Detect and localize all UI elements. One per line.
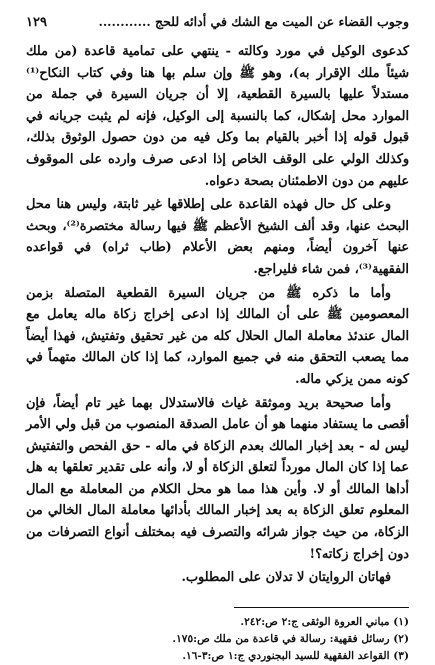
paragraph: كدعوى الوكيل في مورد وكالته - ينتهي على تمامية قاعدة (من ملك شيئاً ملك الإقرار به)، وهو ﷺ وإن سلم بها هنا وفي كتاب النكاح⁽¹⁾ مستدلاً عليها بالسيرة القطعية، إلا أن جريان السيرة في جملة من الموارد محل إشكال، كما بالنسبة إلى الوكيل، فإنه لم يثبت جريانه في قبول قوله إذا أخبر بالقيام بما وكل فيه من دون حصول الوثوق بذلك، وكذلك الولي على الوقف الخاص إذا ادعى صرف وارده على الموقوف عليهم من دون الاطمئنان بصحة دعواه. bbox=[26, 44, 409, 189]
footnote-divider bbox=[234, 607, 409, 608]
footnotes bbox=[26, 614, 409, 665]
body-text bbox=[26, 41, 409, 589]
paragraph: فهاتان الروايتان لا تدلان على المطلوب. bbox=[181, 570, 391, 586]
footnote: (٢) رسائل فقهية: رسالة في قاعدة من ملك ص:١٧٥. bbox=[172, 632, 409, 645]
paragraph: وأما صحيحة بريد وموثقة غياث فالاستدلال بهما غير تام أيضاً، فإن أقصى ما يستفاد منهما هو أن عامل الصدقة المنصوب من قبل ولي الأمر ليس له - بعد إخبار المالك بعدم الزكاة في ماله - حق الفحص والتفتيش عما إذا كان المال مورداً لتعلق الزكاة أو لا، وأنه على تقدير تعلقها به هل أداها المالك أو لا. وأين هذا مما هو محل الكلام من المعاملة مع المال المعلوم تعلق الزكاة به بعد إخبار المالك بأدائها معاملة المال الخالي من الزكاة، من حيث جواز شرائه والتصرف فيه بمختلف أنواع التصرفات من دون إخراج زكاته؟! bbox=[26, 395, 409, 562]
running-header-title: وجوب القضاء عن الميت مع الشك في أدائه للحج ............ bbox=[98, 14, 409, 29]
page-number: ١٢٩ bbox=[26, 15, 47, 30]
footnote: (٣) القواعد الفقهية للسيد البجنوردي ج:١ ص:٣-١٦. bbox=[182, 649, 409, 662]
footnote: (١) مباني العروة الوثقى ج:٢ ص:٢٤٢. bbox=[240, 615, 409, 628]
paragraph: وأما ما ذكره ﷺ من جريان السيرة القطعية المتصلة بزمن المعصومين ﷺ على أن المالك إذا ادعى إخراج زكاة ماله يعامل مع المال عندئذ معاملة المال الحلال كله من غير تحقيق وتفتيش، فهذا أيضاً مما يصعب التحقق منه في جميع الموارد، كما إذا كان المالك متهماً في كونه ممن يزكي ماله. bbox=[26, 285, 409, 387]
paragraph: وعلى كل حال فهذه القاعدة على إطلاقها غير ثابتة، وليس هنا محل البحث عنها، وقد ألف الشيخ الأعظم ﷺ فيها رسالة مختصرة⁽²⁾، وبحث عنها آخرون أيضاً، ومنهم بعض الأعلام (طاب ثراه) في قواعده الفقهية⁽³⁾، فمن شاء فليراجع. bbox=[26, 197, 409, 277]
running-header bbox=[26, 14, 409, 31]
